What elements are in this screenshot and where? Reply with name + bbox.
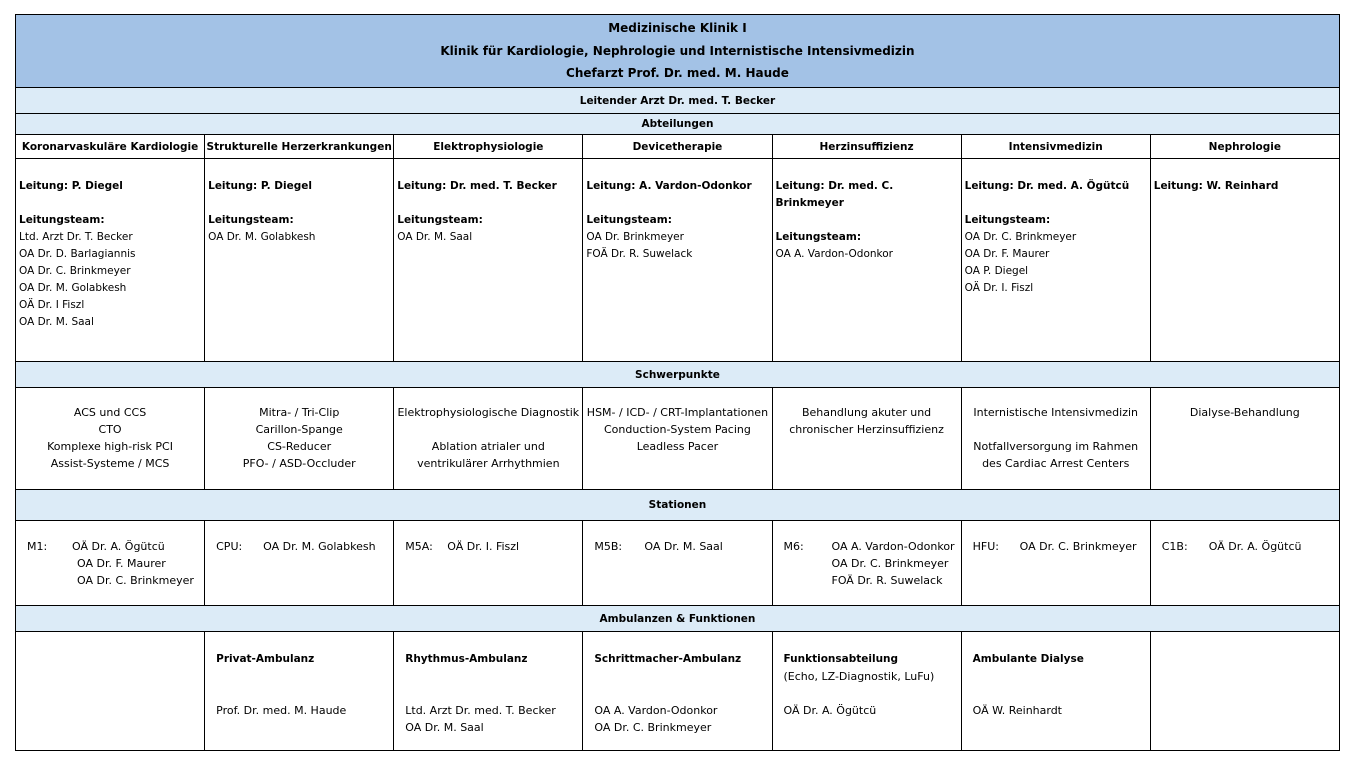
leading-physician-band: Leitender Arzt Dr. med. T. Becker [16, 88, 1340, 114]
clinic-name: Medizinische Klinik I [608, 21, 747, 35]
focus-area-line: Conduction-System Pacing [603, 423, 751, 436]
ward-cell [205, 521, 394, 606]
clinic-title: Schrittmacher-Ambulanz [594, 653, 742, 665]
ward-code: C1B: [1161, 540, 1188, 553]
team-member: OA Dr. M. Golabkesh [208, 231, 316, 243]
ward-code: CPU: [216, 540, 243, 553]
clinic-subtitle: Klinik für Kardiologie, Nephrologie und Internistische Intensivmedizin [440, 43, 915, 58]
clinic-function-cell [394, 632, 583, 751]
ward-cell [1150, 521, 1339, 606]
ward-code: M1: [27, 540, 48, 553]
clinic-header [16, 15, 1340, 88]
clinic-function-cell [961, 632, 1150, 751]
department-lead: Leitung: Dr. med. C. Brinkmeyer [775, 180, 894, 209]
department-name: Elektrophysiologie [394, 135, 583, 159]
ward-staff: OA Dr. C. Brinkmeyer [831, 557, 949, 570]
team-member: OÄ Dr. I Fiszl [19, 299, 85, 311]
team-member: OA A. Vardon-Odonkor [775, 248, 893, 260]
clinics-functions-band: Ambulanzen & Funktionen [16, 606, 1340, 632]
ward-staff: OA Dr. C. Brinkmeyer [1019, 540, 1137, 553]
clinic-function-cell [772, 632, 961, 751]
focus-areas-band: Schwerpunkte [16, 362, 1340, 388]
leadership-team-label: Leitungsteam: [19, 214, 105, 226]
clinic-title: Privat-Ambulanz [216, 653, 315, 665]
focus-area-cell [16, 388, 205, 490]
ward-code: M5B: [594, 540, 623, 553]
clinic-function-cell [16, 632, 205, 751]
ward-code-spacer [27, 572, 77, 589]
department-name: Koronarvaskuläre Kardiologie [16, 135, 205, 159]
focus-area-line: chronischer Herzinsuffizienz [789, 423, 944, 436]
ward-code: HFU: [972, 540, 999, 553]
clinic-title: Rhythmus-Ambulanz [405, 653, 528, 665]
focus-area-line: CS-Reducer [267, 440, 332, 453]
department-leadership-cell [961, 159, 1150, 362]
focus-area-line: Internistische Intensivmedizin [973, 406, 1139, 419]
ward-staff: OA Dr. F. Maurer [77, 557, 166, 570]
department-lead: Leitung: P. Diegel [208, 180, 312, 192]
focus-area-line: PFO- / ASD-Occluder [242, 457, 356, 470]
ward-staff: OA A. Vardon-Odonkor [831, 540, 955, 553]
focus-area-cell [961, 388, 1150, 490]
focus-area-line: ACS und CCS [73, 406, 147, 419]
focus-area-cell [772, 388, 961, 490]
clinic-title: Ambulante Dialyse [972, 653, 1084, 665]
focus-area-line: Mitra- / Tri-Clip [259, 406, 340, 419]
focus-area-line: CTO [98, 423, 122, 436]
ward-staff: OA Dr. C. Brinkmeyer [77, 574, 194, 587]
clinic-staff: Ltd. Arzt Dr. med. T. Becker [405, 704, 556, 717]
leadership-team-label: Leitungsteam: [964, 214, 1051, 226]
department-lead: Leitung: Dr. med. A. Ögütcü [964, 180, 1130, 192]
clinic-staff: OA Dr. C. Brinkmeyer [594, 721, 712, 734]
ward-staff: OÄ Dr. A. Ögütcü [1208, 540, 1302, 553]
wards-band: Stationen [16, 490, 1340, 521]
department-leadership-cell [1150, 159, 1339, 362]
departments-band: Abteilungen [16, 114, 1340, 135]
ward-code: M5A: [405, 540, 433, 553]
focus-area-line: Notfallversorgung im Rahmen [973, 440, 1139, 453]
clinic-staff: OA Dr. M. Saal [405, 721, 484, 734]
clinic-title: Funktionsabteilung [783, 653, 899, 665]
department-lead: Leitung: P. Diegel [19, 180, 123, 192]
department-leadership-cell [772, 159, 961, 362]
focus-area-line: Elektrophysiologische Diagnostik [397, 406, 580, 419]
focus-area-line [394, 421, 582, 438]
focus-area-line: Komplexe high-risk PCI [47, 440, 173, 453]
focus-area-line: Assist-Systeme / MCS [50, 457, 170, 470]
clinic-staff: OÄ Dr. A. Ögütcü [783, 704, 877, 717]
department-leadership-cell [205, 159, 394, 362]
focus-area-cell [205, 388, 394, 490]
department-leadership-cell [583, 159, 772, 362]
team-member: OA Dr. M. Saal [397, 231, 473, 243]
ward-code-spacer [784, 572, 832, 589]
ward-code: M6: [783, 540, 804, 553]
focus-area-line: Leadless Pacer [636, 440, 719, 453]
ward-staff: OÄ Dr. A. Ögütcü [72, 540, 165, 553]
clinic-function-cell [1150, 632, 1339, 751]
clinic-function-cell [583, 632, 772, 751]
ward-cell [583, 521, 772, 606]
clinic-staff: OÄ W. Reinhardt [972, 704, 1062, 717]
focus-area-line: des Cardiac Arrest Centers [982, 457, 1130, 470]
team-member: OA Dr. M. Saal [19, 316, 94, 328]
ward-staff: OA Dr. M. Saal [644, 540, 723, 553]
ward-cell [394, 521, 583, 606]
clinic-staff: Prof. Dr. med. M. Haude [216, 704, 347, 717]
department-lead: Leitung: A. Vardon-Odonkor [586, 180, 752, 192]
team-member: OA Dr. C. Brinkmeyer [964, 231, 1077, 243]
focus-area-line: Dialyse-Behandlung [1189, 406, 1300, 419]
clinic-staff: OA A. Vardon-Odonkor [594, 704, 718, 717]
team-member: OA Dr. M. Golabkesh [19, 282, 127, 294]
department-name: Nephrologie [1150, 135, 1339, 159]
leadership-team-label: Leitungsteam: [775, 231, 862, 243]
ward-cell [961, 521, 1150, 606]
leadership-team-label: Leitungsteam: [208, 214, 294, 226]
org-chart-table [15, 14, 1340, 751]
focus-area-line: Ablation atrialer und [431, 440, 545, 453]
leadership-team-label: Leitungsteam: [586, 214, 672, 226]
focus-area-line: HSM- / ICD- / CRT-Implantationen [586, 406, 769, 419]
chief-physician: Chefarzt Prof. Dr. med. M. Haude [566, 66, 789, 80]
department-name: Strukturelle Herzerkrankungen [205, 135, 394, 159]
department-name: Intensivmedizin [961, 135, 1150, 159]
team-member: OA Dr. D. Barlagiannis [19, 248, 136, 260]
focus-area-cell [1150, 388, 1339, 490]
department-leadership-cell [394, 159, 583, 362]
team-member: OA P. Diegel [964, 265, 1029, 277]
ward-staff: OÄ Dr. I. Fiszl [447, 540, 520, 553]
focus-area-cell [583, 388, 772, 490]
team-member: FOÄ Dr. R. Suwelack [586, 248, 693, 260]
department-lead: Leitung: Dr. med. T. Becker [397, 180, 557, 192]
department-leadership-cell [16, 159, 205, 362]
ward-cell [772, 521, 961, 606]
ward-staff: OA Dr. M. Golabkesh [263, 540, 376, 553]
ward-staff: FOÄ Dr. R. Suwelack [831, 574, 943, 587]
team-member: OA Dr. Brinkmeyer [586, 231, 684, 243]
department-name: Herzinsuffizienz [772, 135, 961, 159]
leadership-team-label: Leitungsteam: [397, 214, 483, 226]
team-member: Ltd. Arzt Dr. T. Becker [19, 231, 133, 243]
clinic-function-cell [205, 632, 394, 751]
clinic-subtitle: (Echo, LZ-Diagnostik, LuFu) [783, 670, 935, 683]
focus-area-line [962, 421, 1150, 438]
focus-area-line: Carillon-Spange [255, 423, 343, 436]
team-member: OÄ Dr. I. Fiszl [964, 282, 1034, 294]
team-member: OA Dr. C. Brinkmeyer [19, 265, 131, 277]
ward-code-spacer [784, 555, 832, 572]
focus-area-line: Behandlung akuter und [801, 406, 932, 419]
ward-cell [16, 521, 205, 606]
focus-area-line: ventrikulärer Arrhythmien [417, 457, 560, 470]
focus-area-cell [394, 388, 583, 490]
department-lead: Leitung: W. Reinhard [1153, 180, 1279, 192]
ward-code-spacer [27, 555, 77, 572]
team-member: OA Dr. F. Maurer [964, 248, 1050, 260]
department-name: Devicetherapie [583, 135, 772, 159]
